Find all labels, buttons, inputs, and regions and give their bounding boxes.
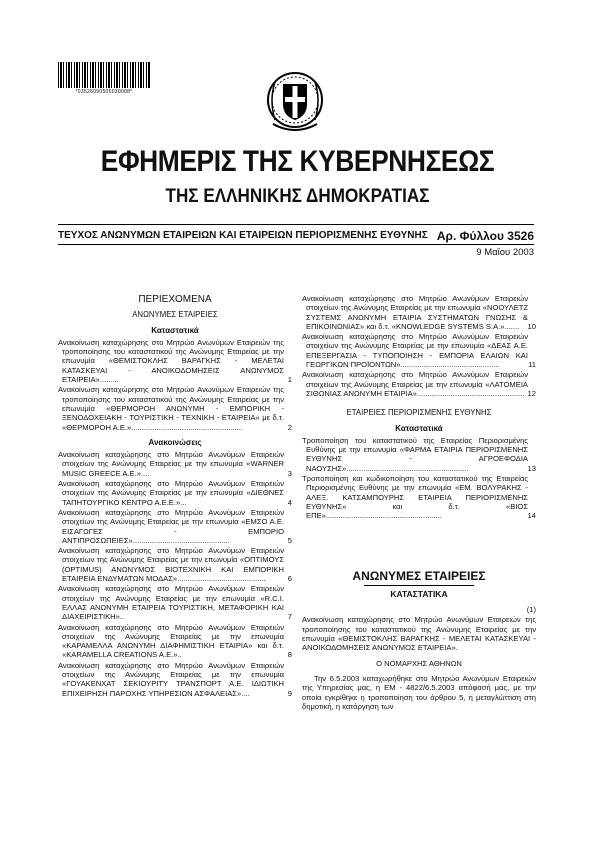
toc-sub-katastatika: Καταστατικά <box>151 325 199 335</box>
toc-entry-text: Ανακοίνωση καταχώρησης στο Μητρώο Ανωνύμων Εταιρειών στοιχείων της Ανώνυμης Εταιρείας με την επωνυμία «ΛΑΤΟΜΕΙΑ ΣΙΘΩΝΙΑΣ ΑΝΩΝΥΜΗ ΕΤΑΙΡΙΑ»................................................... <box>302 370 528 398</box>
toc-entry-page: 12 <box>527 388 536 398</box>
issue-type: ΤΕΥΧΟΣ ΑΝΩΝΥΜΩΝ ΕΤΑΙΡΕΙΩΝ ΚΑΙ ΕΤΑΙΡΕΙΩΝ ΠΕΡΙΟΡΙΣΜΕΝΗΣ ΕΥΘΥΝΗΣ <box>58 230 428 241</box>
header-top-rule <box>58 224 534 225</box>
toc-title: ΠΕΡΙΕΧΟΜΕΝΑ <box>138 294 212 305</box>
toc-entry[interactable] <box>58 385 292 431</box>
toc-section-epe: ΕΤΑΙΡΕΙΕΣ ΠΕΡΙΟΡΙΣΜΕΝΗΣ ΕΥΘΥΝΗΣ <box>346 408 492 418</box>
gazette-title: ΕΦΗΜΕΡΙΣ ΤΗΣ ΚΥΒΕΡΝΗΣΕΩΣ <box>100 145 495 178</box>
toc-entry-text: Τροποποίηση και κωδικοποίηση του καταστατικού της Εταιρείας Περιορισμένης Ευθύνης με την επωνυμία «ΕΜ. ΒΟΛΥΡΑΚΗΣ - ΑΛΕΞ. ΚΑΤΣΑΜΠΟΥΡΗΣ ΕΤΑΙΡΕΙΑ ΠΕΡΙΟΡΙΣΜΕΝΗΣ ΕΥΘΥΝΗΣ» και δ.τ. «ΒΙΟΣ ΕΠΕ»....................................................... <box>302 474 528 521</box>
toc-section-ae: ΑΝΩΝΥΜΕΣ ΕΤΑΙΡΕΙΕΣ <box>132 310 218 320</box>
article-number: (1) <box>526 605 536 615</box>
toc-entry-text: Ανακοίνωση καταχώρησης στο Μητρώο Ανωνύμων Εταιρειών στοιχείων της Ανώνυμης Εταιρείας με την επωνυμία «ΟΠΤΙΜΟΥΣ (OPTIMUS) ΑΝΩΝΥΜΟΣ ΒΙΟΤΕΧΝΙΚΗ ΚΑΙ ΕΜΠΟΡΙΚΗ ΕΤΑΙΡΕΙΑ ΕΝΔΥΜΑΤΩΝ ΜΟΔΑΣ».......................................... <box>58 546 284 584</box>
article-signatory: Ο ΝΟΜΑΡΧΗΣ ΑΘΗΝΩΝ <box>376 658 462 668</box>
toc-epe-list <box>302 436 536 521</box>
toc-entry[interactable] <box>58 479 292 507</box>
article-heading-rule <box>364 585 474 586</box>
header-bottom-rule <box>58 244 534 245</box>
toc-entry[interactable] <box>58 338 292 384</box>
article-intro: Ανακοίνωση καταχώρησης στο Μητρώο Ανωνύμων Εταιρειών της τροποποίησης του καταστατικού της Ανώνυμης Εταιρείας με την επωνυμία «ΘΕΜΙΣΤΟΚΛΗΣ ΒΑΡΑΓΚΗΣ - ΜΕΛΕΤΑΙ ΚΑΤΑΣΚΕΥΑΙ - ΑΝΟΙΚΟΔΟΜΗΣΕΙΣ ΑΝΩΝΥΜΟΣ ΕΤΑΙΡΕΙΑ». <box>302 615 536 653</box>
article-heading: ΑΝΩΝΥΜΕΣ ΕΤΑΙΡΕΙΕΣ <box>352 568 486 583</box>
toc-entry-text: Ανακοίνωση καταχώρησης στο Μητρώο Ανωνύμων Εταιρειών στοιχείων της Ανώνυμης Εταιρείας με την επωνυμία «ΓΟΥΑΚΕΝΧΑΤ ΣΕΚΙΟΥΡΙΤΥ ΤΡΑΝΣΠΟΡΤ Α.Ε. ΙΔΙΩΤΙΚΗ ΕΠΙΧΕΙΡΗΣΗ ΠΑΡΟΧΗΣ ΥΠΗΡΕΣΙΩΝ ΑΣΦΑΛΕΙΑΣ».... <box>58 660 284 698</box>
greek-coat-of-arms-icon <box>265 70 325 136</box>
toc-entry-text: Ανακοίνωση καταχώρησης στο Μητρώο Ανωνύμων Εταιρειών στοιχείων της Ανώνυμης Εταιρείας με την επωνυμία «WARNER MUSIC GREECE A.E.».... <box>58 450 284 478</box>
toc-left-column <box>58 268 292 699</box>
toc-entry-text: Ανακοίνωση καταχώρησης στο Μητρώο Ανωνύμων Εταιρειών της τροποποίησης του καταστατικού της Ανώνυμης Εταιρείας με την επωνυμία «ΘΕΡΜΟΡΟΗ ΑΝΩΝΥΜΗ - ΕΜΠΟΡΙΚΗ - ΞΕΝΟΔΟΧΕΙΑΚΗ - ΤΟΥΡΙΣΤΙΚΗ - ΤΕΧΝΙΚΗ - ΕΤΑΙΡΕΙΑ» με δ.τ. «ΘΕΡΜΟΡΟΗ Α.Ε.»..................................................... <box>58 385 284 432</box>
toc-entry-page: 11 <box>528 360 536 370</box>
article-body: Την 6.5.2003 καταχωρήθηκε στο Μητρώο Ανωνύμων Εταιρειών της Υπηρεσίας μας, η ΕΜ - 4822/6.5.2003 απόφασή μας, με την οποία εγκρίθηκε η τροποποίηση του άρθρου 5, η μεταγλώττιση στη δημοτική, η κατάργηση των <box>302 673 536 711</box>
issue-date: 9 Μαΐου 2003 <box>476 247 534 258</box>
sheet-number: Αρ. Φύλλου 3526 <box>436 229 534 243</box>
toc-entry-text: Ανακοίνωση καταχώρησης στο Μητρώο Ανωνύμων Εταιρειών στοιχείων της Ανώνυμης Εταιρείας με την επωνυμία «ΔΙΕΘΝΕΣ ΤΑΠΗΤΟΥΡΓΙΚΟ ΚΕΝΤΡΟ Α.Ε.Ε.»... <box>58 479 284 507</box>
issue-line <box>58 230 534 241</box>
toc-entry-text: Ανακοίνωση καταχώρησης στο Μητρώο Ανωνύμων Εταιρειών στοιχείων της Ανώνυμης Εταιρείας με την επωνυμία «ΔΕΑΣ Α.Ε. ΕΠΕΞΕΡΓΑΣΙΑ - ΤΥΠΟΠΟΙΗΣΗ - ΕΜΠΟΡΙΑ ΕΛΑΙΩΝ ΚΑΙ ΓΕΩΡΓΙΚΩΝ ΠΡΟΪΟΝΤΩΝ»............................................... <box>302 332 528 370</box>
toc-entry-text: Ανακοίνωση καταχώρησης στο Μητρώο Ανωνύμων Εταιρειών της τροποποίησης του καταστατικού της Ανώνυμης Εταιρείας με την επωνυμία «ΘΕΜΙΣΤΟΚΛΗΣ ΒΑΡΑΓΚΗΣ - ΜΕΛΕΤΑΙ ΚΑΤΑΣΚΕΥΑΙ - ΑΝΟΙΚΟΔΟΜΗΣΕΙΣ ΑΝΩΝΥΜΟΣ ΕΤΑΙΡΕΙΑ»......... <box>58 337 284 385</box>
toc-entry[interactable] <box>302 436 536 473</box>
toc-right-column <box>302 294 536 711</box>
toc-sub-anakoinoseis: Ανακοινώσεις <box>148 437 202 447</box>
toc-anakoinoseis-list <box>58 450 292 698</box>
toc-entry[interactable] <box>302 474 536 520</box>
toc-entry[interactable] <box>58 546 292 583</box>
toc-entry[interactable] <box>58 584 292 621</box>
toc-entry[interactable] <box>302 294 536 331</box>
toc-entry-page: 14 <box>527 511 536 521</box>
toc-entry-page: 10 <box>527 321 536 331</box>
toc-entry[interactable] <box>302 332 536 369</box>
toc-entry-text: Ανακοίνωση καταχώρησης στο Μητρώο Ανωνύμων Εταιρειών στοιχείων της Ανώνυμης Εταιρείας με την επωνυμία «ΚΑΡΑΜΕΛΛΑ ΑΝΩΝΥΜΗ ΔΙΑΦΗΜΙΣΤΙΚΗ ΕΤΑΙΡΙΑ» και δ.τ. «KARAMELLA CREATIONS A.E.».. <box>58 622 284 660</box>
toc-entry-page: 13 <box>527 463 536 473</box>
article-subheading: ΚΑΤΑΣΤΑΤΙΚΑ <box>390 588 448 599</box>
toc-katastatika-list <box>58 338 292 432</box>
toc-entry-text: Ανακοίνωση καταχώρησης στο Μητρώο Ανωνύμων Εταιρειών στοιχείων της Ανώνυμης Εταιρείας με την επωνυμία «ΝΟΟΥΛΕΤΖ ΣΥΣΤΕΜΣ ΑΝΩΝΥΜΗ ΕΤΑΙΡΙΑ ΣΥΣΤΗΜΑΤΩΝ ΓΝΩΣΗΣ & ΕΠΙΚΟΙΝΩΝΙΑΣ» και δ.τ. «KNOWLEDGE SYSTEMS S.A.»....... <box>302 294 528 331</box>
barcode <box>58 62 150 88</box>
toc-entry[interactable] <box>58 623 292 660</box>
toc-anakoinoseis-continued <box>302 294 536 398</box>
barcode-number: *03526090505030008* <box>75 89 133 95</box>
toc-entry[interactable] <box>58 508 292 545</box>
toc-entry[interactable] <box>58 450 292 478</box>
toc-entry-text: Ανακοίνωση καταχώρησης στο Μητρώο Ανωνύμων Εταιρειών στοιχείων της Ανώνυμης Εταιρείας με την επωνυμία «R.C.I. ΕΛΛΑΣ ΑΝΩΝΥΜΗ ΕΤΑΙΡΕΙΑ ΤΟΥΡΙΣΤΙΚΗ, ΜΕΤΑΦΟΡΙΚΗ ΚΑΙ ΔΙΑΧΕΙΡΙΣΤΙΚΗ».. <box>58 584 284 622</box>
toc-entry[interactable] <box>302 370 536 398</box>
toc-entry[interactable] <box>58 661 292 698</box>
toc-entry-text: Τροποποίηση του καταστατικού της Εταιρείας Περιορισμένης Ευθύνης με την επωνυμία «ΦΑΡΜΑ ΕΤΑΙΡΙΑ ΠΕΡΙΟΡΙΣΜΕΝΗΣ ΕΥΘΥΝΗΣ - ΑΓΡΟΕΦΟΔΙΑ ΝΑΟΥΣΗΣ».......................................................... <box>302 435 528 473</box>
toc-sub-katastatika-epe: Καταστατικά <box>395 423 443 433</box>
toc-entry-text: Ανακοίνωση καταχώρησης στο Μητρώο Ανωνύμων Εταιρειών στοιχείων της Ανώνυμης Εταιρείας με την επωνυμία «ΕΜΣΟ Α.Ε. ΕΙΣΑΓΩΓΕΣ - ΕΜΠΟΡΙΟ ΑΝΤΙΠΡΟΣΩΠΕΙΕΣ».............................................. <box>58 507 284 545</box>
gazette-subtitle: ΤΗΣ ΕΛΛΗΝΙΚΗΣ ΔΗΜΟΚΡΑΤΙΑΣ <box>165 186 430 207</box>
